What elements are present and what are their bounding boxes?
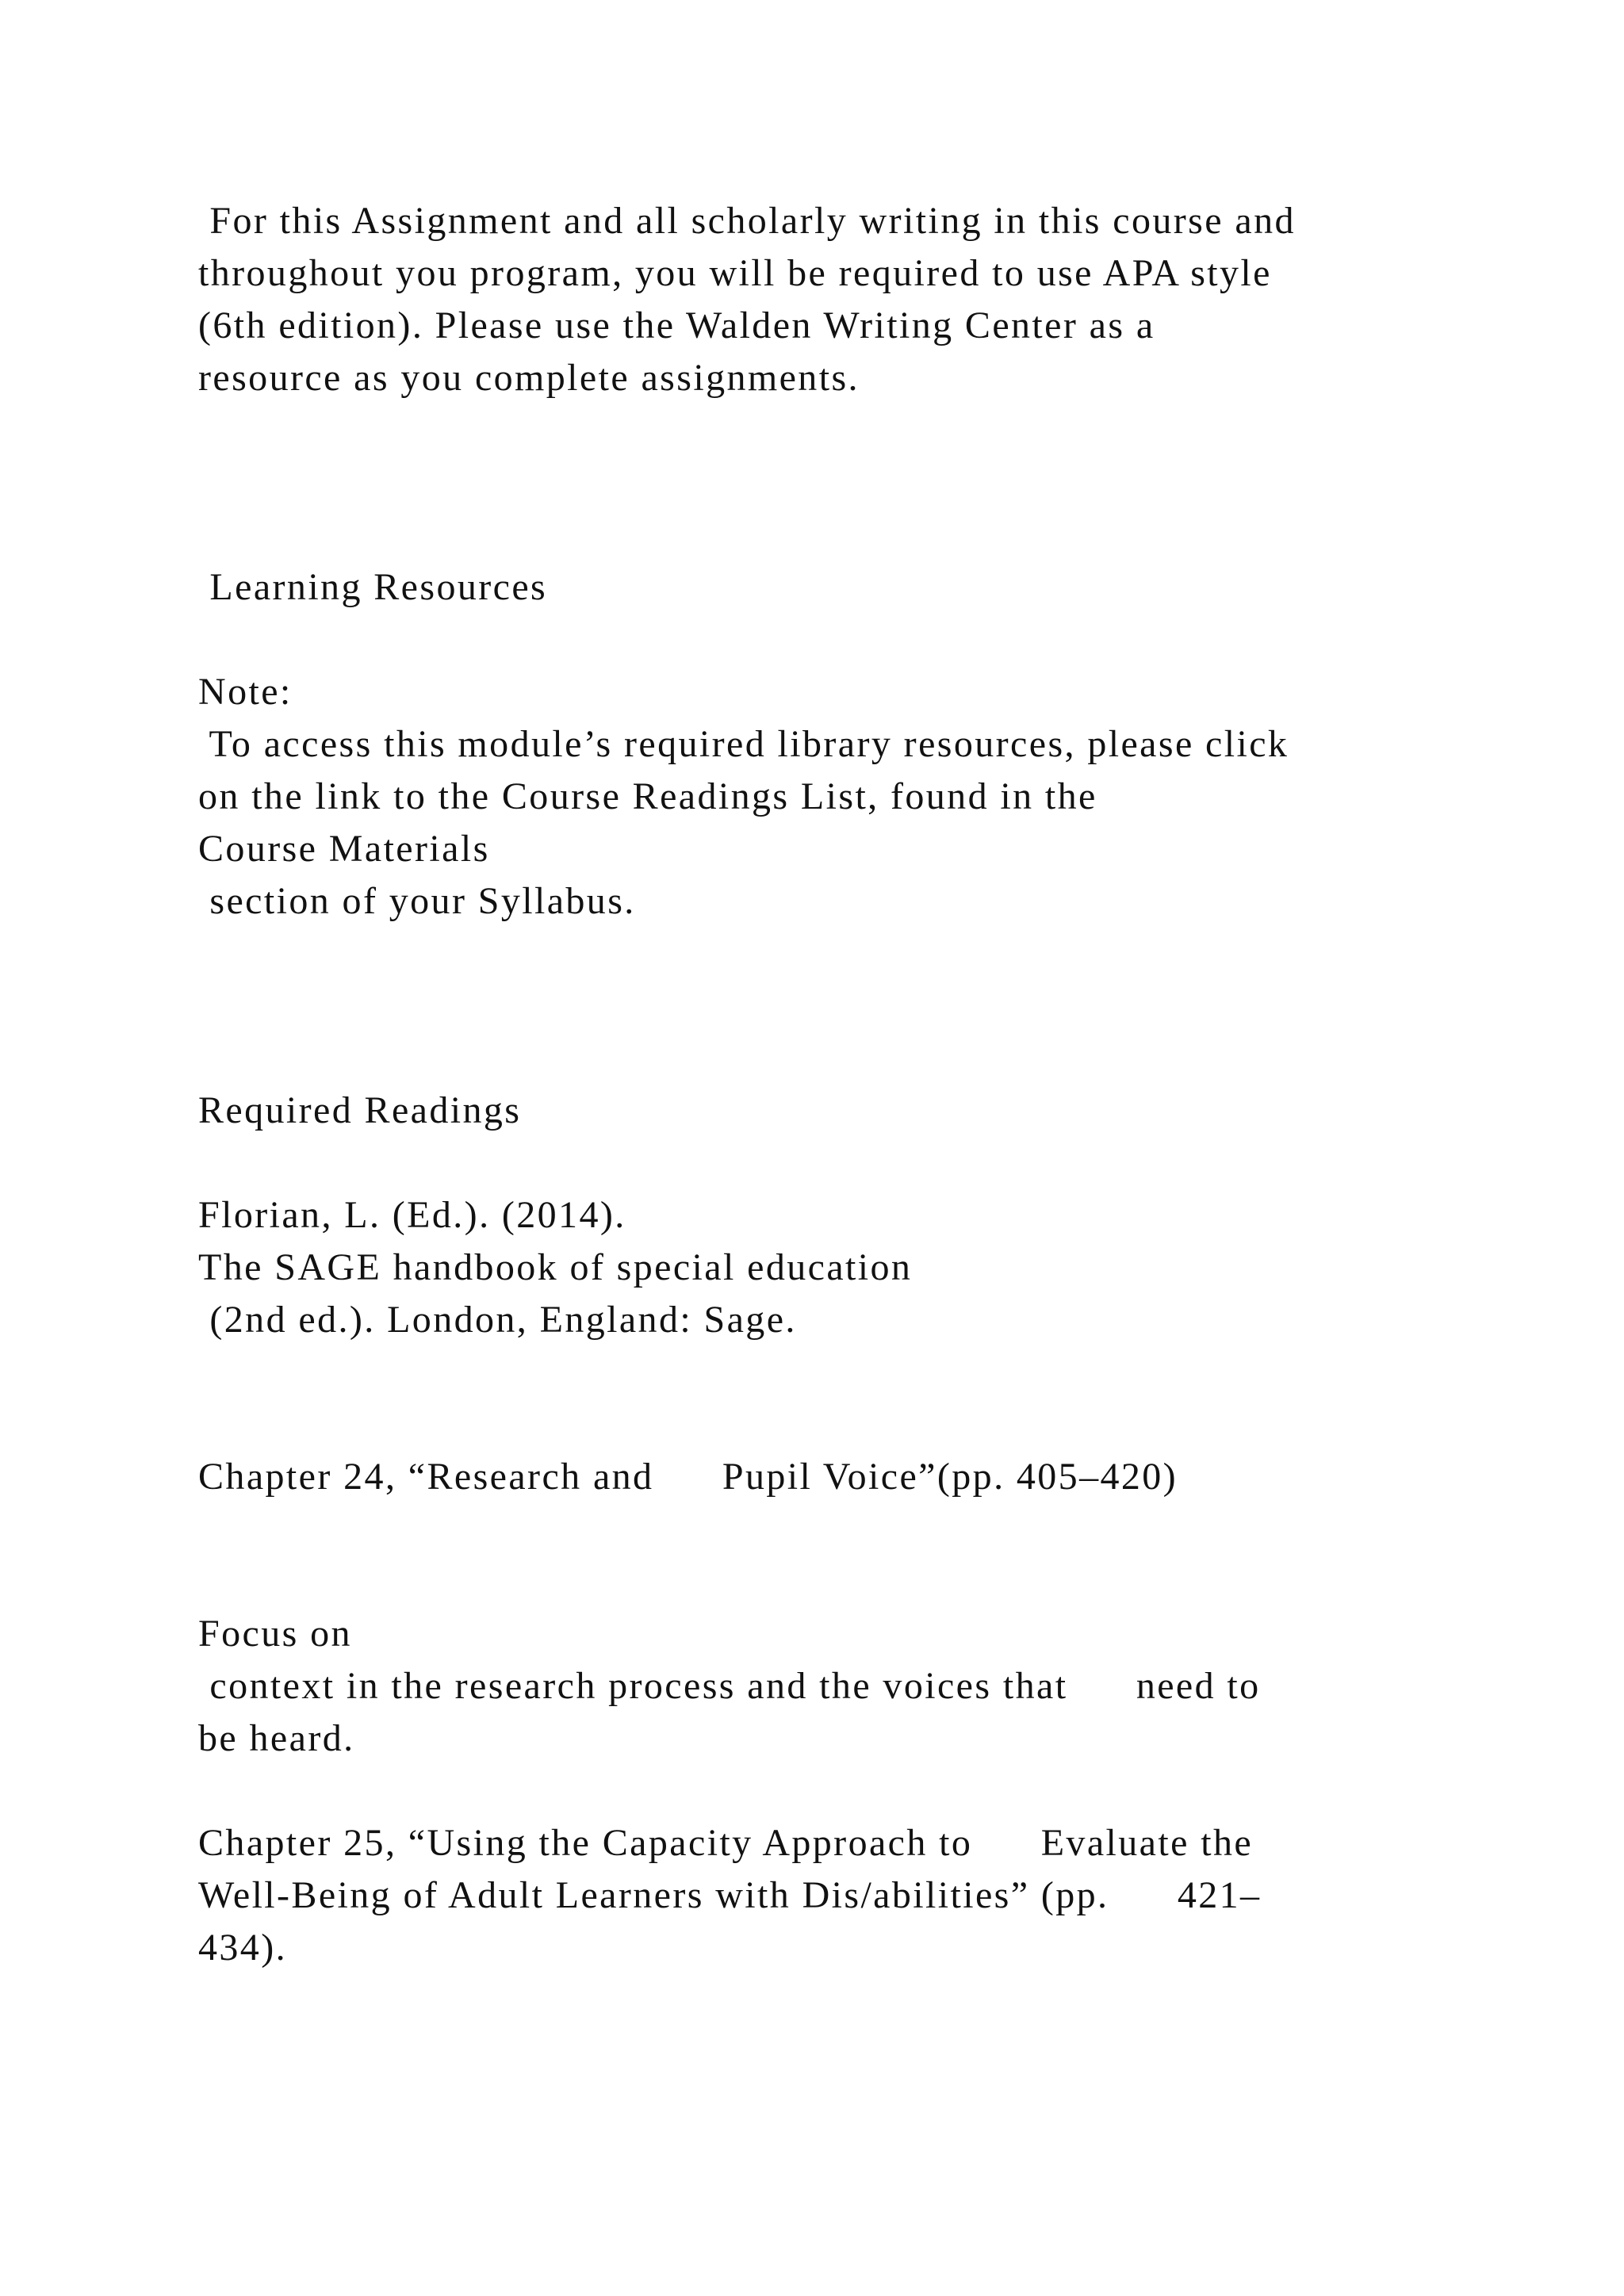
- chapter-24-line: Chapter 24, “Research and Pupil Voice”(pp. 405–420): [198, 1456, 1178, 1498]
- learning-resources-heading: Learning Resources: [198, 566, 548, 608]
- chapter-25-line-1: Chapter 25, “Using the Capacity Approach to Evaluate the: [198, 1822, 1254, 1864]
- citation-line-3: (2nd ed.). London, England: Sage.: [198, 1299, 797, 1341]
- note-label: Note:: [198, 671, 293, 713]
- focus-line-2: context in the research process and the voices that need to: [198, 1665, 1261, 1707]
- focus-line-3: be heard.: [198, 1717, 355, 1759]
- assignment-paragraph-line-2: throughout you program, you will be required to use APA style: [198, 252, 1272, 294]
- note-text-line-3: Course Materials: [198, 828, 490, 870]
- note-text-line-4: section of your Syllabus.: [198, 880, 636, 922]
- note-text-line-2: on the link to the Course Readings List, found in the: [198, 775, 1097, 817]
- required-readings-heading: Required Readings: [198, 1089, 522, 1131]
- assignment-paragraph-line-1: For this Assignment and all scholarly writing in this course and: [198, 200, 1296, 242]
- assignment-paragraph-line-3: (6th edition). Please use the Walden Writing Center as a: [198, 304, 1155, 346]
- note-text-line-1: To access this module’s required library resources, please click: [198, 723, 1289, 765]
- focus-line-1: Focus on: [198, 1613, 352, 1655]
- citation-line-1: Florian, L. (Ed.). (2014).: [198, 1194, 626, 1236]
- citation-line-2: The SAGE handbook of special education: [198, 1246, 913, 1288]
- chapter-25-line-3: 434).: [198, 1927, 287, 1969]
- assignment-paragraph-line-4: resource as you complete assignments.: [198, 357, 860, 399]
- chapter-25-line-2: Well-Being of Adult Learners with Dis/abilities” (pp. 421–: [198, 1874, 1262, 1916]
